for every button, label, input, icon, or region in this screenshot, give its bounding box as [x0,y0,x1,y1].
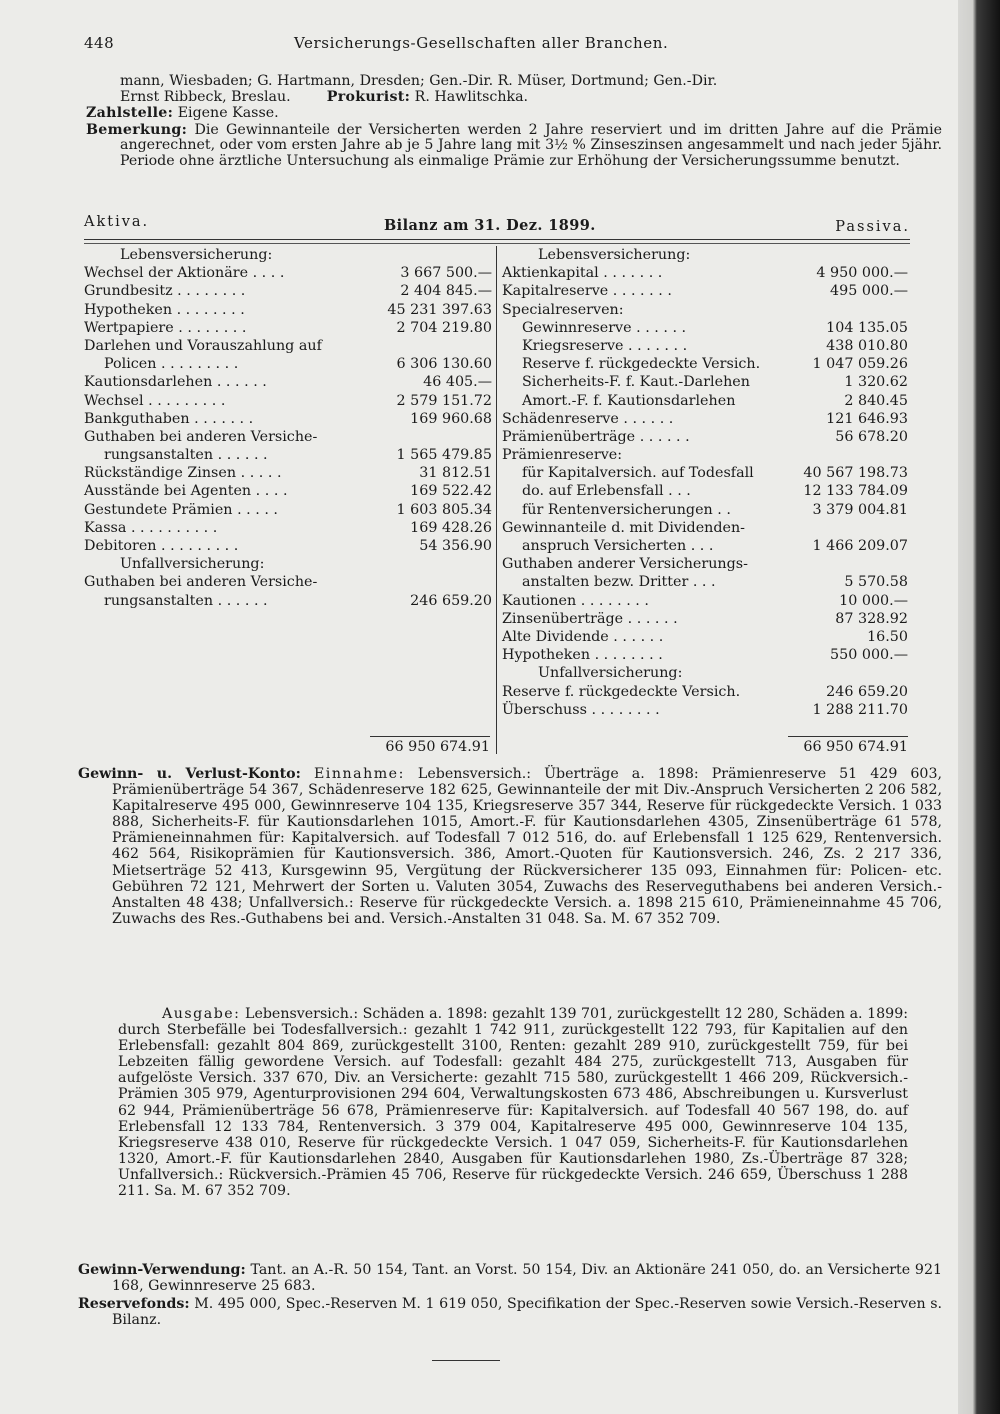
balance-row [84,373,492,391]
balance-row [502,592,908,610]
row-value: 6 306 130.60 [396,356,492,373]
row-label: Schädenreserve . . . . . . [502,410,674,427]
row-label: Hypotheken . . . . . . . . [84,301,245,318]
row-label: Lebensversicherung: [120,247,273,263]
section-heading [502,664,908,682]
balance-row [502,646,908,664]
balance-row [84,264,492,282]
row-value: 46 405.— [423,374,492,391]
row-label: do. auf Erlebensfall . . . [522,483,691,500]
balance-row [502,264,908,282]
row-label: Guthaben bei anderen Versiche- [84,574,318,591]
row-label: Prämienreserve: [502,447,623,464]
row-label: Bankguthaben . . . . . . . [84,410,254,427]
row-value: 121 646.93 [826,410,908,427]
aktiva-total: 66 950 674.91 [370,736,490,755]
row-label: Specialreserven: [502,301,624,318]
row-label: Aktienkapital . . . . . . . [502,265,663,282]
balance-row [84,537,492,555]
row-value: 1 320.62 [844,374,908,391]
row-label: Reserve f. rückgedeckte Versich. [522,356,761,373]
balance-row [502,610,908,628]
row-label: Kautionsdarlehen . . . . . . [84,374,267,391]
intro-line-2: Ernst Ribbeck, Breslau. Prokurist: R. Hawlitschka. [120,89,529,105]
row-label: für Rentenversicherungen . . [522,501,731,518]
balance-row [502,410,908,428]
row-label: für Kapitalversich. auf Todesfall [522,465,754,482]
row-label: Sicherheits-F. f. Kaut.-Darlehen [522,374,750,391]
balance-row [84,464,492,482]
prokurist-label: Prokurist: [326,89,411,105]
balance-rule [84,239,910,240]
reservefonds-label: Reservefonds: [78,1296,190,1312]
balance-row [502,319,908,337]
row-value: 54 356.90 [419,538,492,554]
row-value: 16.50 [867,628,908,645]
row-value: 2 404 845.— [400,283,492,300]
row-value: 3 379 004.81 [812,501,908,518]
gewinn-verlust-label: Gewinn- u. Verlust-Konto: [78,766,301,782]
row-label: Reserve f. rückgedeckte Versich. [502,683,741,700]
row-value: 3 667 500.— [400,265,492,282]
row-label: Kassa . . . . . . . . . . [84,519,218,536]
row-value: 87 328.92 [835,610,908,627]
balance-row [502,555,908,573]
einnahme-label: Einnahme: [313,766,405,782]
balance-row [502,337,908,355]
row-label: rungsanstalten . . . . . . [104,447,268,464]
intro-line-1: mann, Wiesbaden; G. Hartmann, Dresden; Gen.-Dir. R. Müser, Dortmund; Gen.-Dir. [120,73,718,89]
row-label: Gewinnreserve . . . . . . [522,319,687,336]
row-value: 1 466 209.07 [812,538,908,554]
row-label: Unfallversicherung: [538,665,683,682]
row-label: Ausstände bei Agenten . . . . [84,483,288,500]
balance-row [502,428,908,446]
reservefonds [78,1296,942,1328]
balance-row [84,301,492,319]
balance-row [502,537,908,555]
row-label: Alte Dividende . . . . . . [502,628,664,645]
row-value: 56 678.20 [835,428,908,445]
section-heading [84,246,492,264]
row-label: Unfallversicherung: [120,556,265,573]
bemerkung-label: Bemerkung: [86,122,188,138]
row-label: Wechsel der Aktionäre . . . . [84,265,285,282]
row-value: 5 570.58 [844,574,908,591]
balance-row [502,628,908,646]
row-value: 12 133 784.09 [803,483,908,500]
row-label: Zinsenüberträge . . . . . . [502,610,678,627]
footer-rule [432,1360,500,1361]
einnahme-text: Lebensversich.: Überträge a. 1898: Prämienreserve 51 429 603, Prämienüberträge 54 367, Schädenreserve 182 625, Gewinnanteile der mit Div.-Anspruch Versicherten 2 206 582, Kapitalreserve 495 000, Gewinnreserve 104 135, Kriegsreserve 357 344, Reserve für rückgedeckte Versich. 1 033 888, Sicherheits-F. für Kautionsdarlehen 1015, Amort.-F. für Kautionsdarlehen 4305, Zinsenüberträge 61 578, Prämieneinnahmen für: Kapitalversich. auf Todesfall 7 012 516, do. auf Erlebensfall 1 125 629, Rentenversich. 462 564, Risikoprämien für Kautionsversich. 386, Amort.-Quoten für Kautionsversich. 246, Zs. 2 217 336, Mietserträge 52 413, Kursgewinn 95, Vergütung der Rückversicherer 135 093, Einnahmen für: Policen- etc. Gebühren 72 121, Mehrwert der Sorten u. Valuten 3054, Zuwachs des Reserveguthabens bei anderen Versich.-Anstalten 48 438; Unfallversich.: Reserve für rückgedeckte Versich. a. 1898 215 610, Prämieneinnahme 45 706, Zuwachs des Res.-Guthabens bei and. Versich.-Anstalten 31 048. Sa. M. 67 352 709. [112,766,942,927]
row-label: Prämienüberträge . . . . . . [502,428,690,445]
row-value: 2 704 219.80 [396,319,492,336]
row-label: Grundbesitz . . . . . . . . [84,283,246,300]
balance-row [84,410,492,428]
zahlstelle-label: Zahlstelle: [86,105,174,121]
row-value: 1 603 805.34 [396,501,492,518]
row-label: Gewinnanteile d. mit Dividenden- [502,519,746,536]
page-number: 448 [84,34,115,52]
balance-row [502,282,908,300]
row-value: 4 950 000.— [816,265,908,282]
balance-row [84,501,492,519]
row-value: 169 428.26 [410,519,492,536]
passiva-label: Passiva. [835,219,910,235]
row-label: Lebensversicherung: [538,247,691,263]
row-label: Wechsel . . . . . . . . . [84,392,226,409]
ausgabe-label: Ausgabe: [162,1006,241,1022]
reservefonds-text: M. 495 000, Spec.-Reserven M. 1 619 050, Specifikation der Spec.-Reserven sowie Versich.-Reserven s. Bilanz. [112,1296,943,1329]
bemerkung: Bemerkung: Die Gewinnanteile der Versicherten werden 2 Jahre reserviert und im dritten Jahre auf die Prämie angerechnet, oder vom ersten Jahre ab je 5 Jahre lang mit 3½ % Zinseszinsen angesammelt und nach jeder 5jähr. Periode ohne ärztliche Untersuchung als einmalige Prämie zur Erhöhung der Versicherungssumme benutzt. [86,122,942,169]
balance-row [84,392,492,410]
balance-row [84,319,492,337]
row-label: anstalten bezw. Dritter . . . [522,574,716,591]
row-value: 45 231 397.63 [387,301,492,318]
passiva-total: 66 950 674.91 [788,736,908,755]
row-value: 10 000.— [839,592,908,609]
balance-row [84,355,492,373]
balance-row [502,573,908,591]
gewinn-verlust-konto [78,766,942,927]
row-value: 31 812.51 [419,465,492,482]
row-label: Policen . . . . . . . . . [104,356,239,373]
gewinn-verwendung-label: Gewinn-Verwendung: [78,1262,246,1278]
row-label: Guthaben bei anderen Versiche- [84,428,318,445]
balance-heading [84,214,910,238]
row-value: 2 579 151.72 [396,392,492,409]
row-value: 2 840.45 [844,392,908,409]
zahlstelle: Zahlstelle: Eigene Kasse. [86,105,279,121]
row-label: Amort.-F. f. Kautionsdarlehen [522,392,736,409]
balance-row [502,392,908,410]
aktiva-label: Aktiva. [84,214,150,230]
row-value: 104 135.05 [826,319,908,336]
balance-row [502,501,908,519]
balance-title: Bilanz am 31. Dez. 1899. [384,217,596,234]
row-value: 40 567 198.73 [803,465,908,482]
row-label: rungsanstalten . . . . . . [104,592,268,609]
balance-row [84,573,492,591]
balance-rule-2 [84,243,910,244]
passiva-column [502,246,908,719]
balance-row [502,683,908,701]
balance-row [502,519,908,537]
balance-divider [496,246,497,754]
row-value: 1 288 211.70 [812,701,908,718]
balance-row [84,592,492,610]
balance-row [84,519,492,537]
book-spine-shadow [958,0,1000,1414]
balance-row [84,282,492,300]
row-label: Kriegsreserve . . . . . . . [522,337,688,354]
row-value: 495 000.— [830,283,908,300]
row-value: 1 047 059.26 [812,356,908,373]
row-label: Wertpapiere . . . . . . . . [84,319,247,336]
row-label: Gestundete Prämien . . . . . [84,501,278,518]
section-heading [502,246,908,264]
ausgabe-text: Lebensversich.: Schäden a. 1898: gezahlt 139 701, zurückgestellt 12 280, Schäden a. 1899: durch Sterbefälle bei Todesfallversich.: gezahlt 1 742 911, zurückgestellt 122 793, für Kapitalien auf den Erlebensfall: gezahlt 804 869, zurückgestellt 3100, Renten: gezahlt 289 910, zurückgestellt 759, für bei Lebzeiten fällig gewordene Versich. auf Todesfall: gezahlt 484 275, zurückgestellt 713, Ausgaben für aufgelöste Versich. 337 670, Div. an Versicherte: gezahlt 715 580, zurückgestellt 1 466 209, Rückversich.-Prämien 305 979, Agenturprovisionen 294 604, Verwaltungskosten 673 486, Abschreibungen u. Kursverlust 62 944, Prämienüberträge 56 678, Prämienreserve für: Kapitalversich. auf Todesfall 40 567 198, do. auf Erlebensfall 12 133 784, Rentenversich. 3 379 004, Kapitalreserve 495 000, Gewinnreserve 104 135, Kriegsreserve 438 010, Reserve für rückgedeckte Versich. 1 047 059, Sicherheits-F. für Kautionsdarlehen 1320, Amort.-F. für Kautionsdarlehen 2840, Ausgaben für Kautionsdarlehen 1980, Zs.-Überträge 87 328; Unfallversich.: Rückversich.-Prämien 45 706, Reserve für rückgedeckte Versich. 246 659, Überschuss 1 288 211. Sa. M. 67 352 709. [118,1006,909,1200]
balance-row [502,373,908,391]
balance-row [84,337,492,355]
balance-row [502,701,908,719]
page-header [84,34,904,58]
row-value: 438 010.80 [826,337,908,354]
balance-row [84,482,492,500]
gewinn-verwendung [78,1262,942,1294]
row-label: Darlehen und Vorauszahlung auf [84,337,322,354]
ausgabe [78,1006,908,1199]
balance-row [502,464,908,482]
row-label: Kautionen . . . . . . . . [502,592,649,609]
section-heading [84,555,492,573]
balance-row [502,301,908,319]
row-value: 169 960.68 [410,410,492,427]
row-label: Kapitalreserve . . . . . . . [502,283,672,300]
row-value: 246 659.20 [410,592,492,609]
balance-row [84,446,492,464]
row-value: 550 000.— [830,647,908,664]
balance-row [84,428,492,446]
gewinn-verwendung-text: Tant. an A.-R. 50 154, Tant. an Vorst. 50 154, Div. an Aktionäre 241 050, do. an Versicherte 921 168, Gewinnreserve 25 683. [112,1262,942,1295]
row-label: Hypotheken . . . . . . . . [502,647,663,664]
running-title: Versicherungs-Gesellschaften aller Branchen. [294,34,669,52]
row-label: anspruch Versicherten . . . [522,538,714,554]
aktiva-column [84,246,492,610]
row-label: Rückständige Zinsen . . . . . [84,465,282,482]
row-value: 246 659.20 [826,683,908,700]
balance-row [502,482,908,500]
row-value: 169 522.42 [410,483,492,500]
balance-row [502,355,908,373]
row-label: Debitoren . . . . . . . . . [84,538,239,554]
balance-row [502,446,908,464]
row-value: 1 565 479.85 [396,447,492,464]
row-label: Überschuss . . . . . . . . [502,701,660,718]
row-label: Guthaben anderer Versicherungs- [502,556,748,573]
